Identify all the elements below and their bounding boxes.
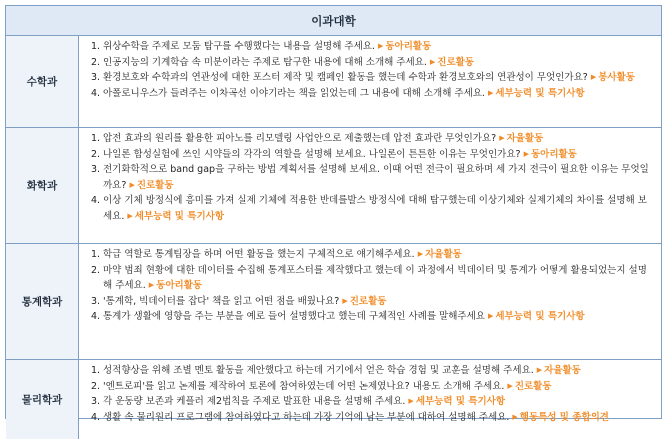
activity-tag: 자율활동 bbox=[544, 365, 581, 376]
question-item bbox=[91, 86, 653, 102]
question-body bbox=[103, 131, 543, 147]
question-item bbox=[91, 247, 653, 263]
activity-tag: 세부능력 및 특기사항 bbox=[134, 210, 225, 222]
triangle-right-icon: ▶ bbox=[377, 42, 384, 50]
question-number: 4. bbox=[91, 87, 101, 99]
question-body bbox=[103, 294, 386, 310]
question-text: 인공지능의 기계학습 속 미분이라는 주제로 탐구한 내용에 대해 소개해 주세요. bbox=[103, 56, 427, 68]
question-body bbox=[103, 394, 505, 410]
question-text: 전기화학적으로 band gap을 구하는 방법 계획서를 설명해 보세요. 이때 어떤 전극이 필요하며 세 가지 전극이 필요한 이유는 무엇일까요? bbox=[103, 164, 649, 191]
question-body bbox=[103, 247, 462, 263]
question-item bbox=[91, 70, 653, 86]
triangle-right-icon: ▶ bbox=[512, 412, 518, 421]
question-body bbox=[103, 309, 585, 325]
question-text: 나일론 합성실험에 쓰인 시약들의 각각의 역할을 설명해 보세요. 나일론이 튼튼한 이유는 무엇인가요? bbox=[103, 148, 521, 160]
question-text: 환경보호와 수학과의 연관성에 대한 포스터 제작 및 캠페인 활동을 했는데 수학과 환경보호와의 연관성이 무엇인가요? bbox=[103, 72, 588, 84]
question-item bbox=[91, 363, 653, 379]
department-row bbox=[6, 360, 661, 439]
triangle-right-icon: ▶ bbox=[342, 296, 348, 305]
triangle-right-icon: ▶ bbox=[487, 88, 494, 97]
question-item bbox=[91, 39, 653, 55]
activity-tag: 봉사활동 bbox=[598, 72, 635, 84]
question-body bbox=[103, 162, 653, 193]
activity-tag: 동아리활동 bbox=[530, 148, 577, 160]
question-item bbox=[91, 55, 653, 71]
activity-tag: 행동특성 및 종합의견 bbox=[519, 411, 609, 423]
question-body bbox=[103, 363, 581, 379]
question-item bbox=[91, 410, 653, 426]
triangle-right-icon: ▶ bbox=[536, 366, 543, 374]
question-number: 4. bbox=[91, 195, 101, 207]
question-body bbox=[103, 70, 635, 86]
question-list bbox=[79, 36, 661, 127]
question-number: 1. bbox=[91, 365, 101, 376]
triangle-right-icon: ▶ bbox=[523, 149, 529, 158]
activity-tag: 진로활동 bbox=[437, 56, 475, 68]
department-row bbox=[6, 36, 661, 128]
question-item bbox=[91, 131, 653, 147]
triangle-right-icon: ▶ bbox=[487, 312, 494, 321]
question-number: 1. bbox=[91, 133, 101, 144]
question-body bbox=[103, 410, 609, 426]
triangle-right-icon: ▶ bbox=[129, 180, 135, 189]
question-item bbox=[91, 147, 653, 163]
activity-tag: 동아리활동 bbox=[156, 280, 203, 292]
question-list bbox=[79, 244, 661, 359]
question-body bbox=[103, 147, 577, 163]
activity-tag: 진로활동 bbox=[136, 179, 174, 191]
question-list bbox=[79, 360, 661, 439]
question-text: 각 운동량 보존과 케플러 제2법칙을 주제로 발표한 내용을 설명해 주세요. bbox=[103, 396, 406, 408]
question-number: 4. bbox=[91, 311, 101, 323]
question-number: 1. bbox=[91, 41, 101, 52]
question-item bbox=[91, 162, 653, 193]
triangle-right-icon: ▶ bbox=[148, 281, 155, 290]
question-text: 성적향상을 위해 조별 멘토 활동을 제안했다고 하는데 거기에서 얻은 학습 경험 및 교훈을 설명해 주세요. bbox=[103, 365, 534, 376]
department-name: 물리학과 bbox=[6, 360, 79, 439]
question-text: 학급 역할로 통계팀장을 하며 어떤 활동을 했는지 구체적으로 얘기해주세요. bbox=[103, 249, 415, 260]
activity-tag: 세부능력 및 특기사항 bbox=[495, 87, 585, 99]
question-text: '엔트로피'를 읽고 논제를 제작하여 토론에 참여하였는데 어떤 논제였나요? 내용도 소개해 주세요. bbox=[103, 380, 505, 392]
question-number: 1. bbox=[91, 249, 101, 260]
question-number: 3. bbox=[91, 295, 101, 307]
triangle-right-icon: ▶ bbox=[499, 134, 505, 142]
question-number: 2. bbox=[91, 264, 101, 276]
activity-tag: 동아리활동 bbox=[385, 41, 432, 52]
department-name: 통계학과 bbox=[6, 244, 79, 359]
question-text: '통계학, 빅데이터를 잡다' 책을 읽고 어떤 점을 배웠나요? bbox=[103, 295, 340, 307]
question-body bbox=[103, 39, 431, 55]
activity-tag: 세부능력 및 특기사항 bbox=[415, 396, 506, 408]
table-title: 이과대학 bbox=[6, 6, 661, 36]
department-row bbox=[6, 244, 661, 360]
question-text: 생활 속 물리원리 프로그램에 참여하였다고 하는데 가장 기억에 남는 부분에 대하여 설명해 주세요. bbox=[103, 411, 510, 423]
question-item bbox=[91, 379, 653, 395]
question-number: 3. bbox=[91, 396, 101, 408]
department-name: 화학과 bbox=[6, 128, 79, 243]
activity-tag: 자율활동 bbox=[425, 249, 462, 260]
department-questions-table bbox=[5, 5, 662, 423]
question-text: 아폴로니우스가 들려주는 이차곡선 이야기라는 책을 읽었는데 그 내용에 대해 소개해 주세요. bbox=[103, 87, 485, 99]
question-item bbox=[91, 193, 653, 224]
question-text: 위상수학을 주제로 모둠 탐구를 수행했다는 내용을 설명해 주세요. bbox=[103, 41, 375, 52]
question-text: 이상 기체 방정식에 흥미를 가져 실제 기체에 적용한 반데를발스 방정식에 대해 탐구했는데 이상기체와 실제기체의 차이를 설명해 보세요. bbox=[103, 195, 647, 222]
activity-tag: 진로활동 bbox=[349, 295, 387, 307]
question-body bbox=[103, 263, 653, 294]
table-body bbox=[6, 36, 661, 439]
department-row bbox=[6, 128, 661, 244]
question-number: 2. bbox=[91, 56, 101, 68]
question-body bbox=[103, 193, 653, 224]
question-list bbox=[79, 128, 661, 243]
department-name: 수학과 bbox=[6, 36, 79, 127]
triangle-right-icon: ▶ bbox=[507, 381, 513, 390]
triangle-right-icon: ▶ bbox=[417, 250, 424, 258]
activity-tag: 세부능력 및 특기사항 bbox=[495, 311, 585, 323]
triangle-right-icon: ▶ bbox=[127, 211, 133, 220]
triangle-right-icon: ▶ bbox=[408, 397, 414, 406]
question-item bbox=[91, 294, 653, 310]
question-body bbox=[103, 55, 474, 71]
question-item bbox=[91, 394, 653, 410]
question-number: 2. bbox=[91, 148, 101, 160]
question-number: 3. bbox=[91, 72, 101, 84]
question-item bbox=[91, 309, 653, 325]
question-number: 3. bbox=[91, 164, 101, 176]
question-text: 마약 범죄 현황에 대한 데이터를 수집해 통계포스터를 제작했다고 했는데 이 과정에서 빅데이터 및 통계가 어떻게 활용되었는지 설명해 주세요. bbox=[103, 264, 647, 292]
triangle-right-icon: ▶ bbox=[429, 57, 436, 66]
triangle-right-icon: ▶ bbox=[590, 73, 597, 82]
question-number: 2. bbox=[91, 380, 101, 392]
question-text: 통계가 생활에 영향을 주는 부분을 예로 들어 설명했다고 했는데 구체적인 사례를 말해주세요 bbox=[103, 311, 485, 323]
question-number: 4. bbox=[91, 411, 101, 423]
question-body bbox=[103, 86, 585, 102]
activity-tag: 진로활동 bbox=[514, 380, 552, 392]
question-body bbox=[103, 379, 552, 395]
question-text: 압전 효과의 원리를 활용한 피아노를 리모델링 사업안으로 제출했는데 압전 효과란 무엇인가요? bbox=[103, 133, 497, 144]
question-item bbox=[91, 263, 653, 294]
activity-tag: 자율활동 bbox=[506, 133, 544, 144]
